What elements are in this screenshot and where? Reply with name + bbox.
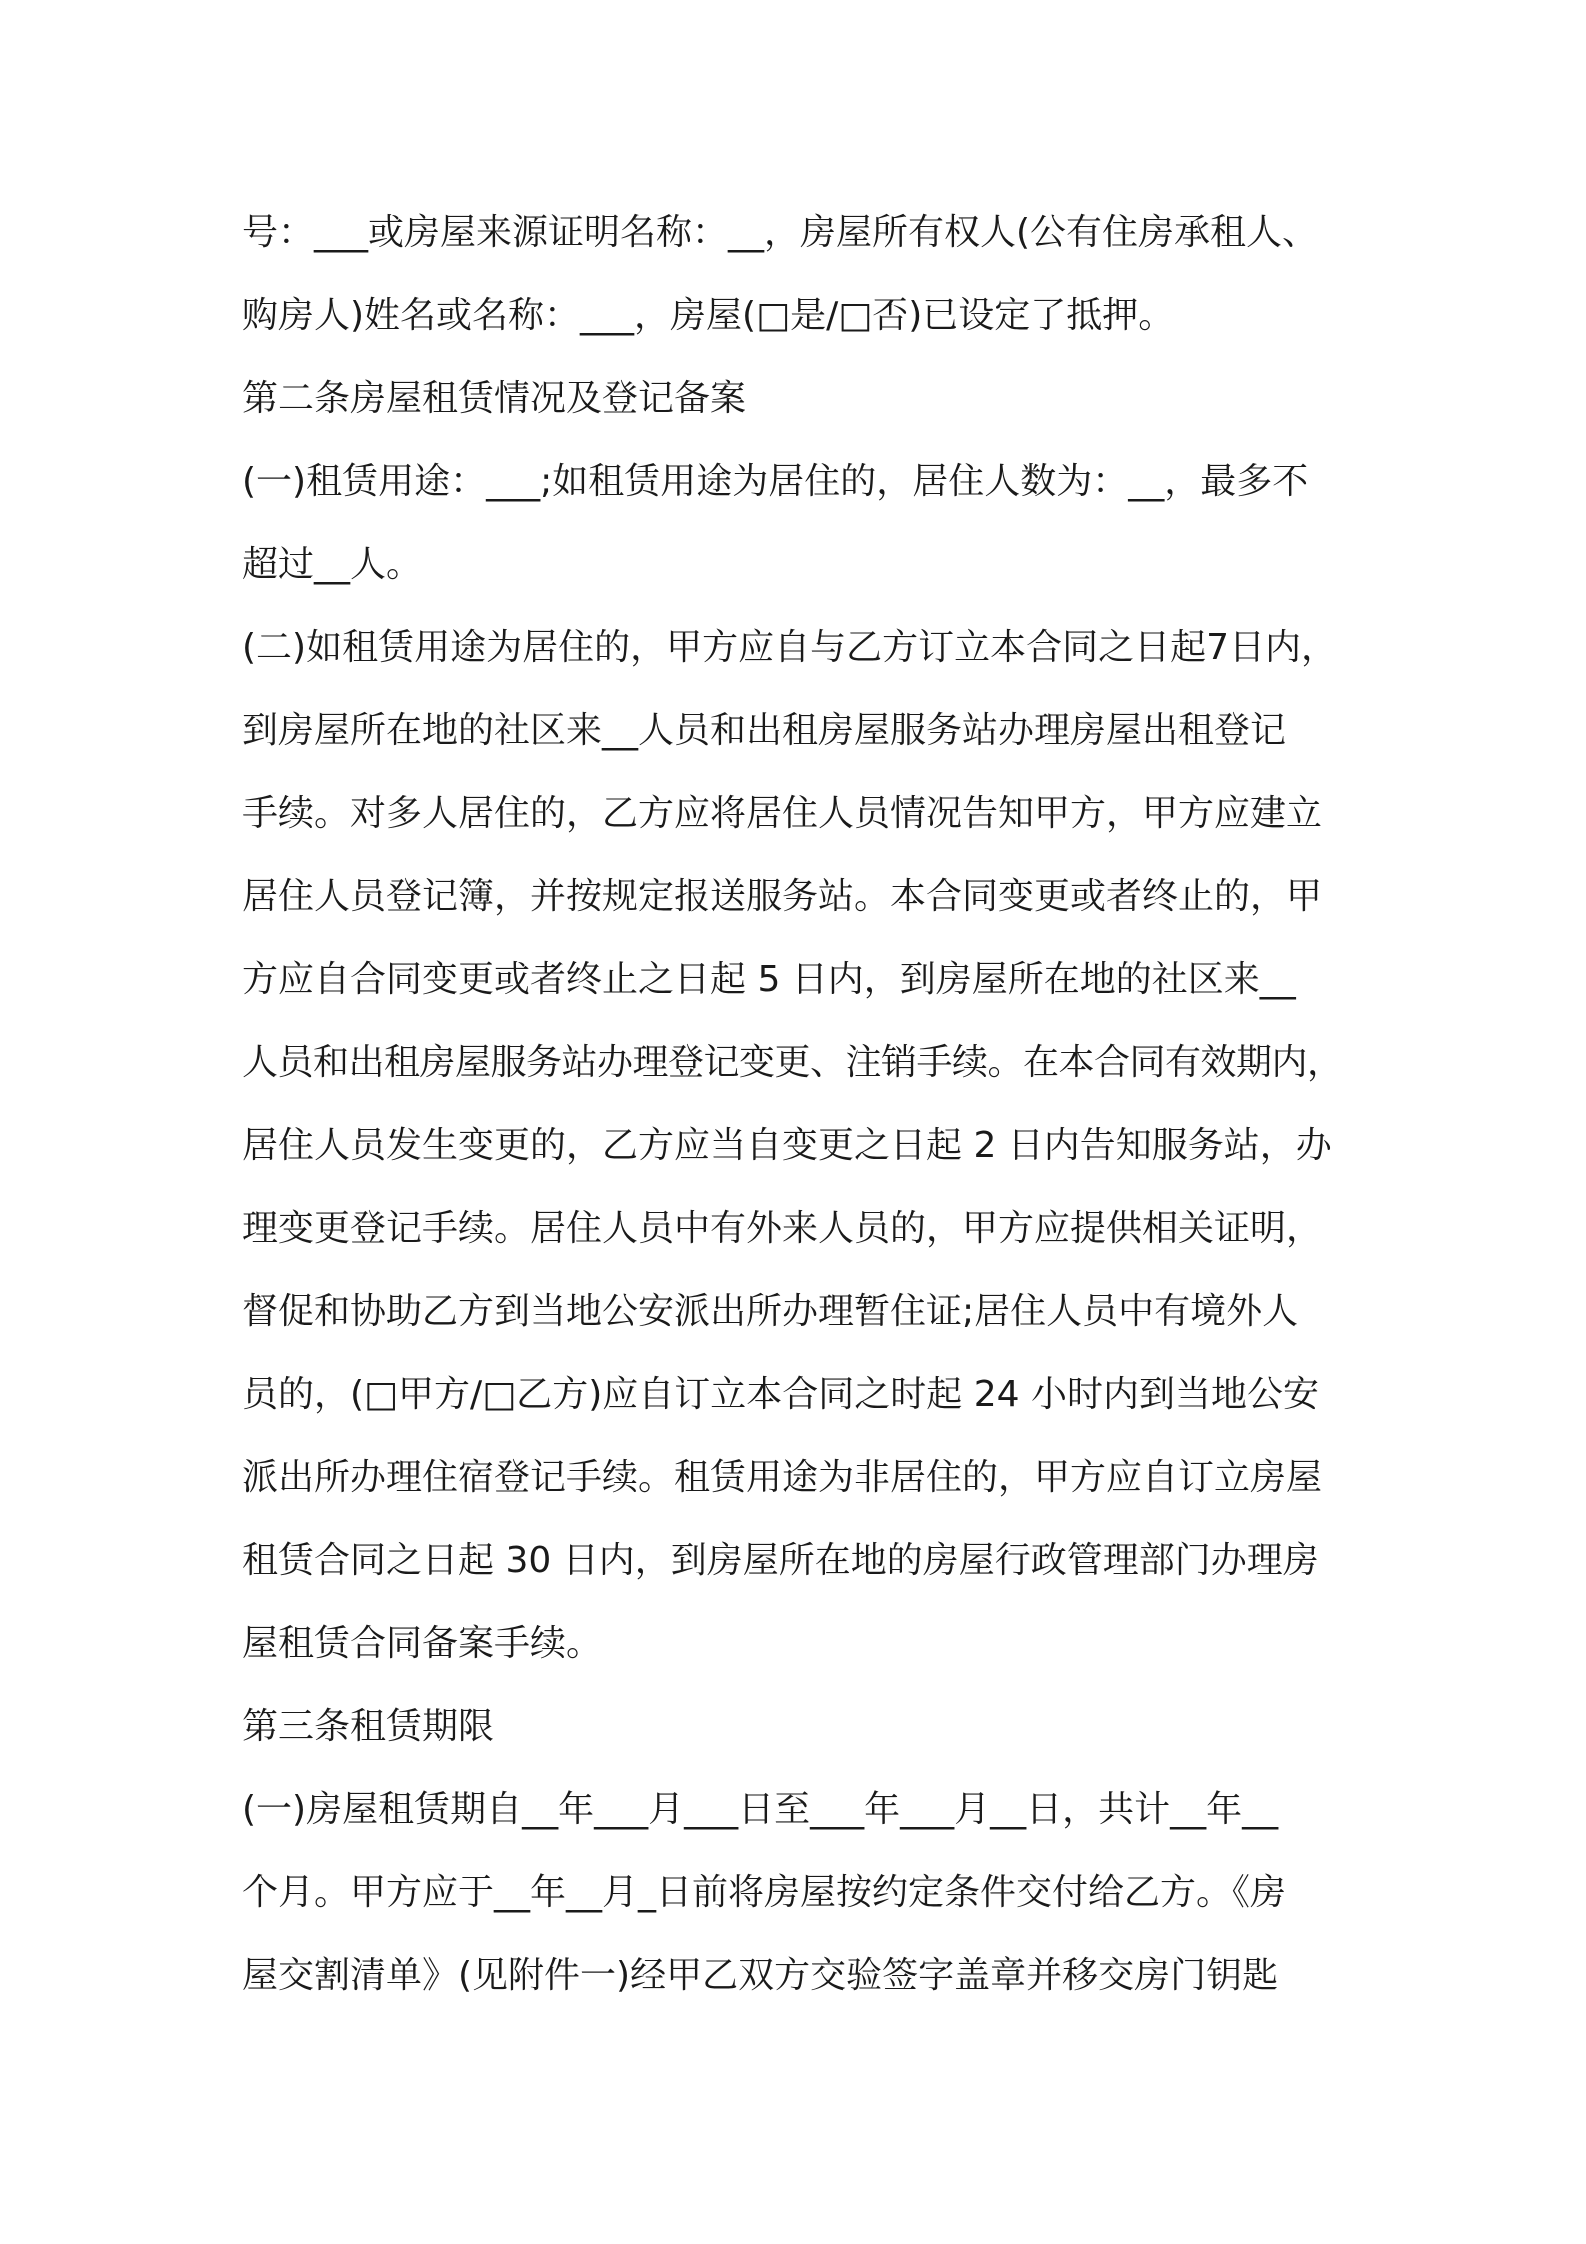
- text-line: 居住人员登记簿，并按规定报送服务站。本合同变更或者终止的，甲: [242, 876, 1323, 917]
- text-line: 督促和协助乙方到当地公安派出所办理暂住证;居住人员中有境外人: [242, 1291, 1299, 1332]
- text-line: 手续。对多人居住的，乙方应将居住人员情况告知甲方，甲方应建立: [242, 793, 1323, 834]
- text-line: 到房屋所在地的社区来__人员和出租房屋服务站办理房屋出租登记: [242, 710, 1287, 751]
- text-line: 员的，(□甲方/□乙方)应自订立本合同之时起 24 小时内到当地公安: [242, 1374, 1319, 1415]
- text-line: 屋交割清单》(见附件一)经甲乙双方交验签字盖章并移交房门钥匙: [242, 1955, 1279, 1996]
- text-line: (一)房屋租赁期自__年___月___日至___年___月__日，共计__年__: [242, 1789, 1279, 1830]
- text-line: 人员和出租房屋服务站办理登记变更、注销手续。在本合同有效期内，: [242, 1042, 1343, 1083]
- document-body: [242, 200, 1357, 2026]
- text-line: 方应自合同变更或者终止之日起 5 日内，到房屋所在地的社区来__: [242, 959, 1296, 1000]
- text-line: 居住人员发生变更的，乙方应当自变更之日起 2 日内告知服务站，办: [242, 1125, 1332, 1166]
- text-line: (一)租赁用途：___;如租赁用途为居住的，居住人数为：__，最多不: [242, 461, 1309, 502]
- section-heading: 第二条房屋租赁情况及登记备案: [242, 378, 747, 419]
- text-line: 超过__人。: [242, 544, 423, 585]
- text-line: 购房人)姓名或名称：___，房屋(□是/□否)已设定了抵押。: [242, 295, 1175, 336]
- text-line: 屋租赁合同备案手续。: [242, 1623, 603, 1664]
- text-line: (二)如租赁用途为居住的，甲方应自与乙方订立本合同之日起7日内，: [242, 627, 1337, 668]
- section-heading: 第三条租赁期限: [242, 1706, 495, 1747]
- text-line: 号：___或房屋来源证明名称：__，房屋所有权人(公有住房承租人、: [242, 212, 1319, 253]
- text-line: 派出所办理住宿登记手续。租赁用途为非居住的，甲方应自订立房屋: [242, 1457, 1323, 1498]
- text-line: 租赁合同之日起 30 日内，到房屋所在地的房屋行政管理部门办理房: [242, 1540, 1319, 1581]
- text-line: 理变更登记手续。居住人员中有外来人员的，甲方应提供相关证明，: [242, 1208, 1323, 1249]
- text-line: 个月。甲方应于__年__月_日前将房屋按约定条件交付给乙方。《房: [242, 1872, 1287, 1913]
